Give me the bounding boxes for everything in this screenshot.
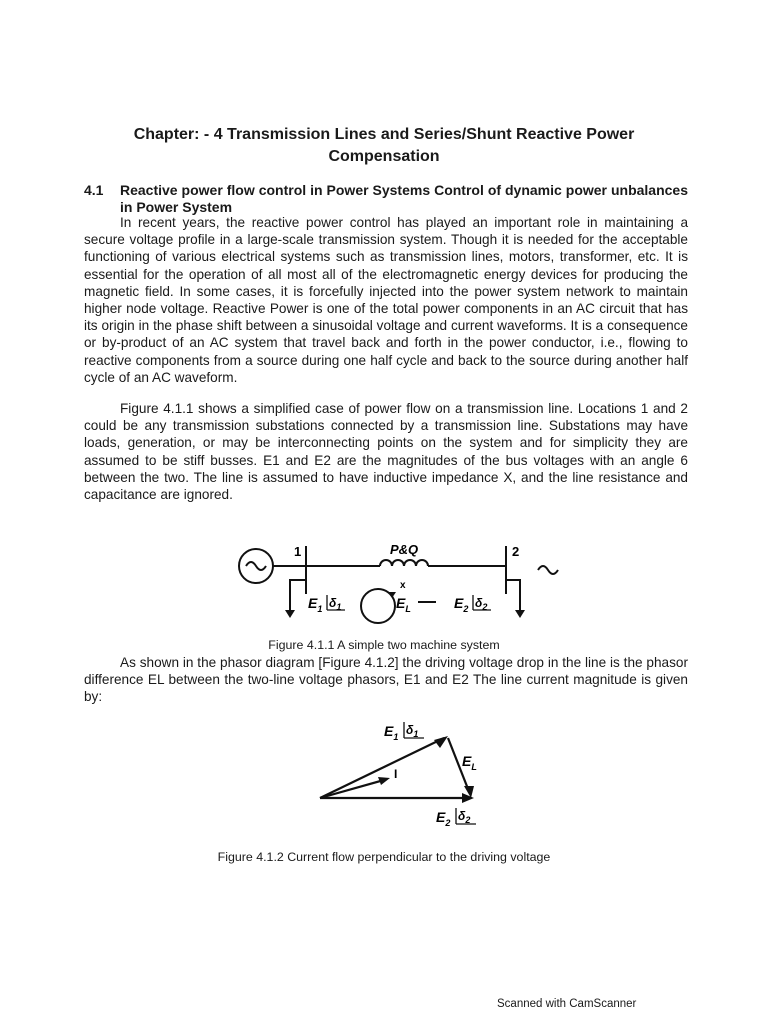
paragraph-phasor-diagram: As shown in the phasor diagram [Figure 4.1.2] the driving voltage drop in the line is the phasor difference EL between the two-line voltage phasors, E1 and E2 The line current magnitude is given by: — [84, 655, 688, 705]
x-label: x — [400, 580, 406, 591]
e1-phasor — [320, 738, 444, 798]
bus-1-label: 1 — [294, 544, 302, 559]
pq-label: P&Q — [390, 542, 419, 557]
phasor-e1-label: $E_1$ — [384, 723, 399, 742]
paragraph-reactive-power: In recent years, the reactive power control has played an important role in maintaining a secure voltage profile in a large-scale transmission system. Though it is needed for the acceptable functioning of various electrical systems such as transmission lines, motors, transformer, etc. It is essential for the operation of all most all of the electromagnetic energy devices for producing the magnetic field. In some cases, it is forcefully injected into the power system network to maintain higher node voltage. Reactive Power is one of the total power components in an AC circuit that has its origin in the phase shift between a sinusoidal voltage and current waveforms. It is a consequence or by-product of an AC system that travel back and forth in the power conductor, i.e., flowing to reactive components from a source during one half cycle and back to the source during another half cycle of an AC waveform. — [84, 215, 688, 385]
d2-label: $\delta_2$ — [475, 596, 488, 612]
el-label: $E_L$ — [396, 595, 411, 614]
figure-2-caption: Figure 4.1.2 Current flow perpendicular to the driving voltage — [217, 850, 551, 864]
d1-label: $\delta_1$ — [329, 596, 342, 612]
figure-two-machine-system — [230, 532, 570, 632]
figure-1-caption: Figure 4.1.1 A simple two machine system — [268, 638, 500, 652]
line-inductor-icon — [380, 560, 428, 566]
phasor-el-label: $E_L$ — [462, 753, 477, 772]
phasor-e2-label: $E_2$ — [436, 809, 451, 828]
chapter-title: Chapter: - 4 Transmission Lines and Series/Shunt Reactive Power Compensation — [133, 126, 635, 165]
section-heading — [84, 182, 688, 216]
bus-2-label: 2 — [512, 544, 520, 559]
paragraph-figure-description: Figure 4.1.1 shows a simplified case of power flow on a transmission line. Locations 1 and 2 could be any transmission substations connected by a transmission line. Substations may have loads, generation, or may be interconnecting points on the system and for simplicity they are assumed to be stiff busses. E1 and E2 are the magnitudes of the bus voltages with an angle 6 between the two. The line is assumed to have inductive impedance X, and the line resistance and capacitance are ignored. — [84, 401, 688, 503]
section-title: Reactive power flow control in Power Systems Control of dynamic power unbalances in Power System — [120, 182, 688, 215]
phasor-d1-label: $\delta_1$ — [406, 723, 419, 739]
scanner-watermark: Scanned with CamScanner — [497, 998, 637, 1010]
section-number: 4.1 — [84, 182, 104, 198]
e1-label: $E_1$ — [308, 595, 323, 614]
phasor-d2-label: $\delta_2$ — [458, 809, 471, 825]
figure-phasor-diagram — [310, 716, 510, 834]
e2-label: $E_2$ — [454, 595, 469, 614]
phasor-i-label: I — [394, 767, 398, 781]
